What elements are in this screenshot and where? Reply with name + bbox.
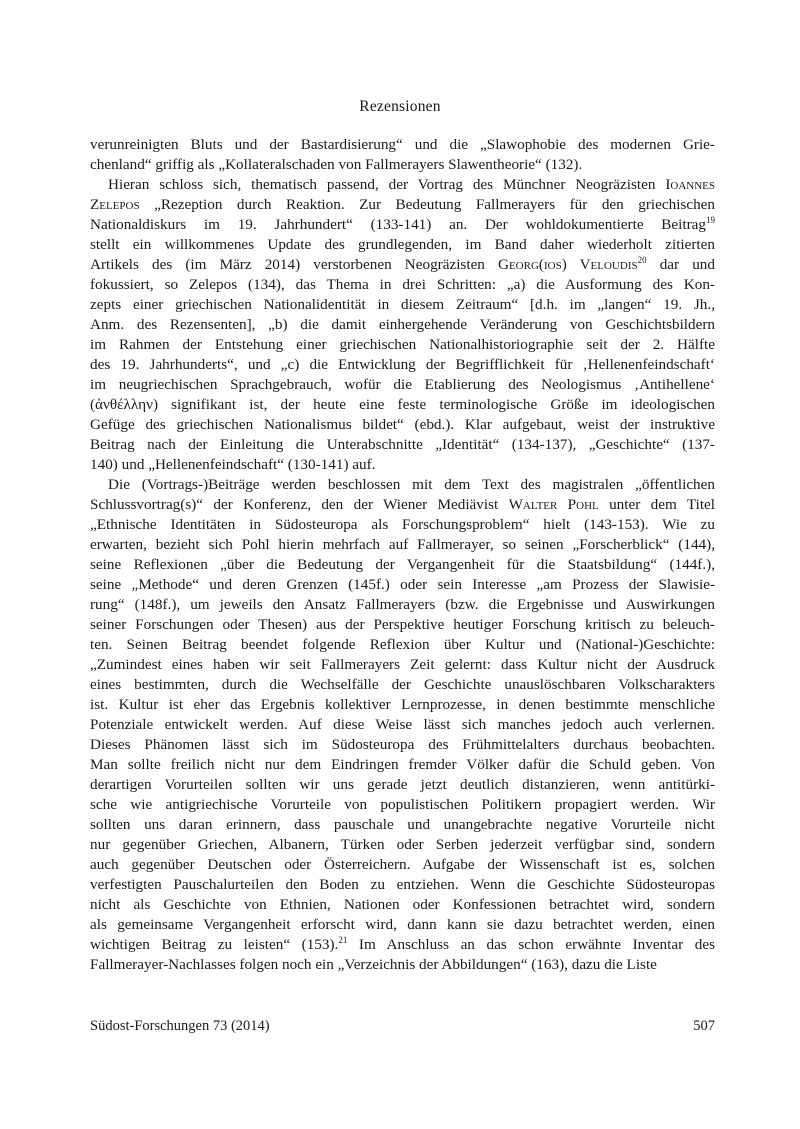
text-run: Nationaldiskurs im 19. Jahrhundert“ (133-141) an. Der wohldokumentierte Beitrag xyxy=(90,216,706,233)
author-name: Georg(ios) Veloudis xyxy=(498,256,638,273)
text-run: Fallmerayer-Nachlasses folgen noch ein „Verzeichnis der Abbildungen“ (163), dazu die Liste xyxy=(90,956,657,973)
text-line xyxy=(90,355,715,375)
article-body xyxy=(90,135,715,975)
text-run: chenland“ griffig als „Kollateralschaden von Fallmerayers Slawentheorie“ (132). xyxy=(90,156,583,173)
text-run: verfestigten Pauschalurteilen den Boden zu entziehen. Wenn die Geschichte Südosteuropas xyxy=(90,876,715,893)
text-run: dar und xyxy=(646,256,715,273)
text-line xyxy=(90,435,715,455)
text-run: Potenziale entwickelt werden. Auf diese Weise lässt sich manches jedoch auch verlernen. xyxy=(90,716,715,733)
footnote-marker: 21 xyxy=(338,935,348,945)
text-run: Artikels des (im März 2014) verstorbenen Neogräzisten xyxy=(90,256,498,273)
text-line xyxy=(90,575,715,595)
text-run: als gemeinsame Vergangenheit erforscht wird, dann kann sie dazu betrachtet werden, einen xyxy=(90,916,715,933)
text-line xyxy=(90,535,715,555)
text-run: eines bestimmten, durch die Wechselfälle der Geschichte unauslöschbaren Volkscharakters xyxy=(90,676,715,693)
text-run: ist. Kultur ist eher das Ergebnis kollektiver Lernprozesse, in denen bestimmte menschliche xyxy=(90,696,715,713)
text-run: im Rahmen der Entstehung einer griechischen Nationalhistoriographie seit der 2. Hälfte xyxy=(90,336,715,353)
text-run: verunreinigten Bluts und der Bastardisierung“ und die „Slawophobie des modernen Grie- xyxy=(90,136,715,153)
text-run: unter dem Titel xyxy=(598,496,715,513)
author-name: Walter Pohl xyxy=(508,496,599,513)
text-run: sollten uns daran erinnern, dass pauschale und unangebrachte negative Vorurteile nicht xyxy=(90,816,715,833)
text-run: Anm. des Rezensenten], „b) die damit einhergehende Veränderung von Geschichtsbildern xyxy=(90,316,715,333)
text-run: 140) und „Hellenenfeindschaft“ (130-141) auf. xyxy=(90,456,376,473)
text-line xyxy=(90,795,715,815)
paragraph xyxy=(90,175,715,475)
text-run: seine „Methode“ und deren Grenzen (145f.) oder sein Interesse „am Prozess der Slawisie- xyxy=(90,576,715,593)
author-name: Zelepos xyxy=(90,196,140,213)
page-footer xyxy=(90,1018,715,1035)
text-line xyxy=(90,455,715,475)
text-line xyxy=(90,515,715,535)
text-run: derartigen Vorurteilen sollten wir uns gerade jetzt deutlich distanzieren, wenn antitürki- xyxy=(90,776,715,793)
footnote-marker: 20 xyxy=(637,255,647,265)
text-line xyxy=(90,175,715,195)
text-line xyxy=(90,215,715,235)
text-line xyxy=(90,495,715,515)
journal-citation: Südost-Forschungen 73 (2014) xyxy=(90,1018,270,1034)
text-run: seiner Forschungen oder Thesen) aus der Perspektive heutiger Forschung kritisch zu beleuch- xyxy=(90,616,715,633)
text-line xyxy=(90,855,715,875)
text-run: Hieran schloss sich, thematisch passend, der Vortrag des Münchner Neogräzisten xyxy=(108,176,666,193)
text-run: Schlussvortrag(s)“ der Konferenz, den der Wiener Mediävist xyxy=(90,496,509,513)
author-name: Ioannes xyxy=(665,176,715,193)
text-run: Man sollte freilich nicht nur dem Eindringen fremder Völker dafür die Schuld geben. Von xyxy=(90,756,715,773)
text-run: „Rezeption durch Reaktion. Zur Bedeutung Fallmerayers für den griechischen xyxy=(139,196,715,213)
text-run: seine Reflexionen „über die Bedeutung der Vergangenheit für die Staatsbildung“ (144f.), xyxy=(90,556,715,573)
text-line xyxy=(90,395,715,415)
text-line xyxy=(90,815,715,835)
text-run: „Ethnische Identitäten in Südosteuropa als Forschungsproblem“ hielt (143-153). Wie zu xyxy=(90,516,715,533)
text-line xyxy=(90,315,715,335)
text-run: zepts einer griechischen Nationalidentität in diesem Zeitraum“ [d.h. im „langen“ 19. Jh., xyxy=(90,296,715,313)
text-line xyxy=(90,335,715,355)
text-line xyxy=(90,715,715,735)
text-line xyxy=(90,915,715,935)
text-run: wichtigen Beitrag zu leisten“ (153). xyxy=(90,936,339,953)
text-run: erwarten, bezieht sich Pohl hierin mehrfach auf Fallmerayer, so seinen „Forscherblick“ (144), xyxy=(90,536,715,553)
text-run: Im Anschluss an das schon erwähnte Inventar des xyxy=(347,936,715,953)
paragraph xyxy=(90,475,715,975)
text-run: Dieses Phänomen lässt sich im Südosteuropa des Frühmittelalters durchaus beobachten. xyxy=(90,736,715,753)
text-line xyxy=(90,955,715,975)
text-line xyxy=(90,475,715,495)
footnote-marker: 19 xyxy=(706,215,715,225)
text-line xyxy=(90,275,715,295)
text-run: stellt ein willkommenes Update des grundlegenden, im Band daher wiederholt zitierten xyxy=(90,236,715,253)
text-run: des 19. Jahrhunderts“, und „c) die Entwicklung der Begrifflichkeit für ‚Hellenenfeindschaft‘ xyxy=(90,356,715,373)
text-run: im neugriechischen Sprachgebrauch, wofür die Etablierung des Neologismus ‚Antihellene‘ xyxy=(90,376,715,393)
text-line xyxy=(90,135,715,155)
text-run: Beitrag nach der Einleitung die Unterabschnitte „Identität“ (134-137), „Geschichte“ (137- xyxy=(90,436,715,453)
text-line xyxy=(90,675,715,695)
paragraph xyxy=(90,135,715,175)
text-line xyxy=(90,895,715,915)
text-run: „Zumindest eines haben wir seit Fallmerayers Zeit gelernt: dass Kultur nicht der Ausdruck xyxy=(90,656,715,673)
text-line xyxy=(90,695,715,715)
text-run: ten. Seinen Beitrag beendet folgende Reflexion über Kultur und (National-)Geschichte: xyxy=(90,636,715,653)
text-run: fokussiert, so Zelepos (134), das Thema in drei Schritten: „a) die Ausformung des Kon- xyxy=(90,276,715,293)
text-line xyxy=(90,615,715,635)
text-line xyxy=(90,375,715,395)
text-line xyxy=(90,775,715,795)
text-run: Die (Vortrags-)Beiträge werden beschlossen mit dem Text des magistralen „öffentlichen xyxy=(108,476,715,493)
text-line xyxy=(90,935,715,955)
text-line xyxy=(90,735,715,755)
text-run: rung“ (148f.), um jeweils den Ansatz Fallmerayers (bzw. die Ergebnisse und Auswirkungen xyxy=(90,596,715,613)
text-run: auch gegenüber Deutschen oder Österreichern. Aufgabe der Wissenschaft ist es, solchen xyxy=(90,856,715,873)
text-line xyxy=(90,255,715,275)
text-run: nur gegenüber Griechen, Albanern, Türken oder Serben jederzeit verfügbar sind, sondern xyxy=(90,836,715,853)
text-line xyxy=(90,835,715,855)
text-line xyxy=(90,875,715,895)
text-run: (ἀνθέλλην) signifikant ist, der heute eine feste terminologische Größe im ideologischen xyxy=(90,396,715,413)
text-line xyxy=(90,655,715,675)
text-line xyxy=(90,235,715,255)
text-line xyxy=(90,195,715,215)
text-line xyxy=(90,555,715,575)
text-line xyxy=(90,155,715,175)
text-run: sche wie antigriechische Vorurteile von populistischen Politikern propagiert werden. Wir xyxy=(90,796,715,813)
text-line xyxy=(90,755,715,775)
text-run: nicht als Geschichte von Ethnien, Nationen oder Konfessionen betrachtet wird, sondern xyxy=(90,896,715,913)
text-line xyxy=(90,635,715,655)
text-line xyxy=(90,295,715,315)
text-line xyxy=(90,595,715,615)
text-line xyxy=(90,415,715,435)
text-run: Gefüge des griechischen Nationalismus bildet“ (ebd.). Klar aufgebaut, weist der instruktive xyxy=(90,416,715,433)
running-head: Rezensionen xyxy=(359,98,441,115)
page-number: 507 xyxy=(693,1018,715,1034)
